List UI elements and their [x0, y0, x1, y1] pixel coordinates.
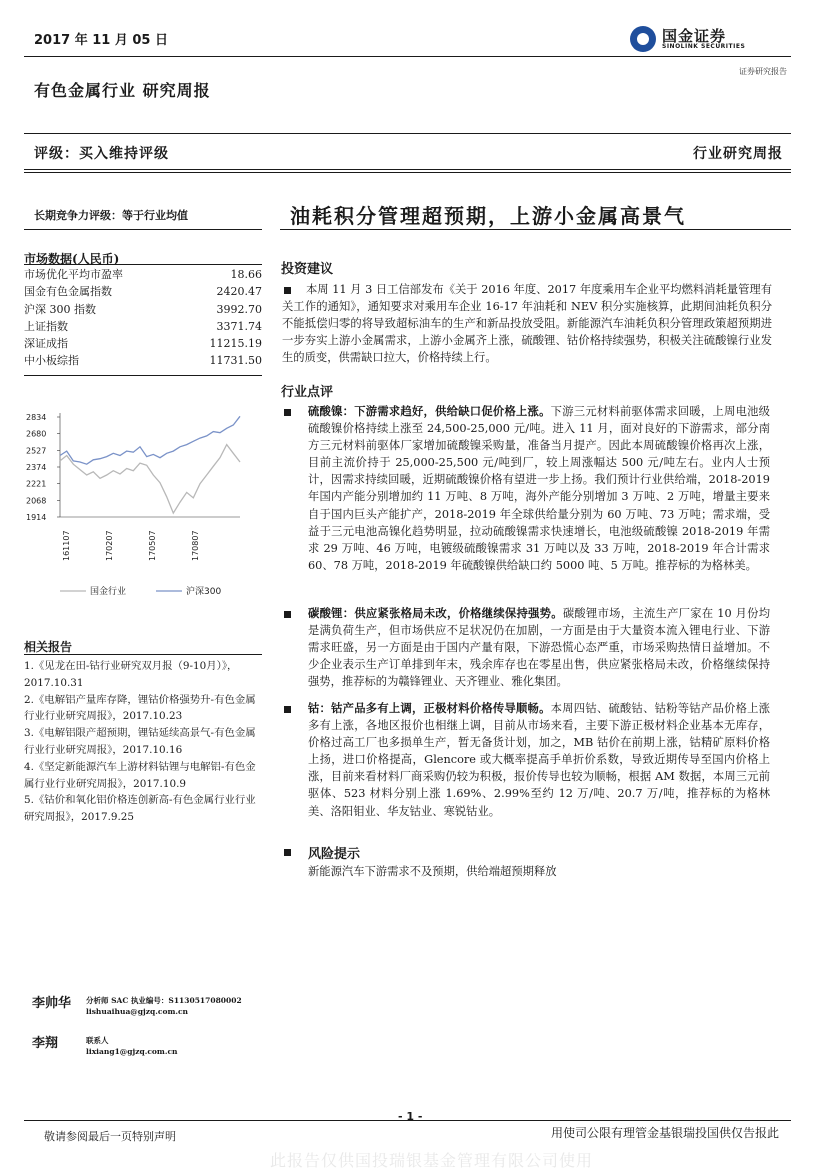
- rating: 评级：买入维持评级: [34, 146, 169, 162]
- legend-label: 国金行业: [90, 587, 127, 597]
- rating-top-rule: [24, 133, 791, 134]
- contact-email[interactable]: lixiang1@gjzq.com.cn: [86, 1047, 178, 1056]
- bullet-icon: [284, 611, 291, 618]
- y-tick-label: 2374: [26, 463, 47, 472]
- y-tick-label: 2221: [26, 479, 47, 489]
- footer-notice: 用使司公限有理管金基银瑞投国供仅告报此: [550, 1126, 779, 1140]
- bullet-icon: [284, 849, 291, 856]
- cobalt-text: 本周四钴、硫酸钴、钴粉等钴产品价格上涨多有上涨，各地区报价也相继上调，目前从市场来看，主要下游正极材料企业基本无库存，价格过高工厂也多损单生产，暂无备货计划，加之，MB 钴价在前期上涨，钴精矿原料价格上扬，进口价格提高，Glencore 或大概率提高手单折价系数，导致近期传导至国内价格上涨，目前来看材料厂商采购仍较为积极，报价传导也较为顺畅，根据 AM 数据，本周三元前驱体、523 材料分别上涨 1.69%、2.99%至约 12 万/吨、20.7 万/吨，推荐标的为格林美、洛阳钼业、华友钴业、寒锐钴业。: [308, 702, 770, 818]
- analyst-name: 李帅华: [32, 996, 72, 1011]
- headline: 油耗积分管理超预期，上游小金属高景气: [290, 204, 686, 228]
- y-tick-label: 2680: [26, 429, 47, 439]
- related-item[interactable]: 3.《电解铝限产超预期，锂钴延续高景气-有色金属行业行业研究周报》，2017.10.16: [24, 727, 256, 756]
- x-tick-label: 170207: [105, 530, 114, 561]
- index-chart: [24, 405, 264, 605]
- comment-title: 行业点评: [281, 385, 334, 400]
- x-tick-label: 170507: [148, 530, 157, 561]
- market-row: 沪深 300 指数 3992.70: [24, 302, 262, 316]
- footer-disclaimer: 敬请参阅最后一页特别声明: [44, 1130, 176, 1143]
- footer-divider: [24, 1120, 791, 1121]
- market-divider: [24, 264, 262, 265]
- legend-label: 沪深300: [186, 587, 222, 597]
- lithium-paragraph: [308, 605, 770, 690]
- x-tick-label: 170807: [191, 530, 200, 561]
- report-date: 2017 年 11 月 05 日: [34, 33, 168, 48]
- y-tick-label: 2068: [26, 496, 47, 506]
- advice-title: 投资建议: [281, 262, 334, 277]
- lithium-text: 碳酸锂市场，主流生产厂家在 10 月份均是满负荷生产，但市场供应不足状况仍在加剧，一方面是由于大量资本流入锂电行业、下游需求旺盛，另一方面是由于国内产量有限，下游恐慌心态严重，市场采购热情日益增加。不少企业表示生产订单排到年末，残余库存也在零星出售，供应紧张格局未改，价格继续保持强势，推荐标的为赣锋锂业、天齐锂业、雅化集团。: [308, 607, 770, 689]
- logo-icon: [630, 26, 656, 52]
- market-row: 深证成指 11215.19: [24, 337, 262, 351]
- rating-bottom-rule: [24, 169, 791, 170]
- company-logo: [630, 24, 750, 54]
- related-list: [24, 658, 264, 826]
- market-row: 国金有色金属指数 2420.47: [24, 285, 262, 299]
- risk-text: 新能源汽车下游需求不及预期，供给端超预期释放: [308, 865, 557, 878]
- lithium-heading: 碳酸锂：供应紧张格局未改，价格继续保持强势。: [308, 606, 563, 620]
- related-item[interactable]: 4.《坚定新能源汽车上游材料钴锂与电解铝-有色金属行业行业研究周报》，2017.10.9: [24, 760, 256, 790]
- report-tag: 证券研究报告: [739, 67, 787, 76]
- related-item[interactable]: 1.《见龙在田-钴行业研究双月报（9-10月）》，2017.10.31: [24, 660, 238, 689]
- header-divider: [24, 56, 791, 57]
- nickel-heading: 硫酸镍：下游需求趋好，供给缺口促价格上涨。: [308, 404, 551, 418]
- report-type: 行业研究周报: [693, 146, 783, 162]
- bullet-icon: [284, 706, 291, 713]
- series-line-csi300: [60, 416, 240, 464]
- nickel-text: 下游三元材料前驱体需求回暖，上周电池级硫酸镍价格持续上涨至 24,500-25,000 元/吨。进入 11 月，面对良好的下游需求，部分南方三元材料前驱体厂家增加硫酸镍采购量，准备当月提产。因此本周硫酸镍价格再次上涨，目前主流价持于 25,000-25,500 元/吨到厂，较上周涨幅达 500 元/吨左右。业内人士预计，因需求持续回暖，近期硫酸镍价格有望进一步上扬。我们预计行业供给端，2018-2019 年国内产能分别增加约 11 万吨、8 万吨，海外产能分别增加 3 万吨、2 万吨，增量主要来自于国内巨头产能扩产，2018-2019 年全球供给量分别为 60 万吨、73 万吨；需求端，受益于三元电池高镍化趋势明显，拉动硫酸镍需求快速增长，电池级硫酸镍 2018-2019 年需求 29 万吨、46 万吨，电镀级硫酸镍需求 31 万吨以及 33 万吨，2018-2019 年合计需求 60、78 万吨，2018-2019 年硫酸镍供给缺口约 5000 吨、5 万吨。推荐标的为格林美。: [308, 405, 770, 572]
- market-row: 中小板综指 11731.50: [24, 354, 262, 368]
- watermark: 此报告仅供国投瑞银基金管理有限公司使用: [270, 1151, 594, 1170]
- related-item[interactable]: 5.《钴价和氧化铝价格连创新高-有色金属行业行业研究周报》，2017.9.25: [24, 794, 256, 824]
- advice-text: 本周 11 月 3 日工信部发布《关于 2016 年度、2017 年度乘用车企业平均燃料消耗量管理有关工作的通知》，通知要求对乘用车企业 16-17 年油耗和 NEV 积分实施核算，此期间油耗负积分不能抵偿归零的将导致超标油车的生产和新品投放受阻。新能源汽车油耗负积分管理政策超预期进一步夯实上游小金属需求，上游小金属齐上涨，硫酸锂、钴价格持续强势，积极关注硫酸镍行业发生的质变，供需缺口拉大，价格持续上行。: [282, 283, 772, 365]
- nickel-paragraph: [308, 403, 770, 574]
- contact-name: 李翔: [32, 1036, 59, 1051]
- industry-title: 有色金属行业 研究周报: [34, 81, 211, 100]
- market-row: 市场优化平均市盈率 18.66: [24, 268, 262, 281]
- related-title: 相关报告: [24, 640, 73, 654]
- market-table: [24, 266, 262, 370]
- related-divider: [24, 654, 262, 655]
- bullet-icon: [284, 409, 291, 416]
- left-divider: [24, 229, 262, 230]
- risk-title: 风险提示: [308, 847, 361, 862]
- cobalt-heading: 钴：钴产品多有上调，正极材料价格传导顺畅。: [308, 701, 551, 715]
- logo-en-text: SINOLINK SECURITIES: [662, 43, 746, 50]
- headline-divider: [280, 229, 791, 230]
- contact-details: 联系人 lixiang1@gjzq.com.cn: [86, 1036, 178, 1056]
- rating-bottom-rule-2: [24, 172, 791, 173]
- long-competitiveness: 长期竞争力评级：等于行业均值: [34, 209, 188, 222]
- market-row: 上证指数 3371.74: [24, 319, 262, 333]
- x-tick-label: 161107: [62, 530, 71, 561]
- analyst-details: 分析师 SAC 执业编号：S1130517080002 lishuaihua@gjzq.com.cn: [86, 996, 242, 1016]
- market-title: 市场数据(人民币): [24, 252, 120, 266]
- cobalt-paragraph: [308, 700, 770, 820]
- y-tick-label: 2834: [26, 413, 47, 422]
- y-tick-label: 1914: [26, 513, 47, 522]
- market-bottom-rule: [24, 375, 262, 376]
- analyst-email[interactable]: lishuaihua@gjzq.com.cn: [86, 1007, 189, 1016]
- page-number: - 1 -: [398, 1110, 423, 1123]
- logo-cn-text: 国金证券: [662, 27, 727, 45]
- y-tick-label: 2527: [26, 446, 47, 456]
- related-item[interactable]: 2.《电解铝产量库存降，锂钴价格强势升-有色金属行业行业研究周报》，2017.10.23: [24, 693, 256, 723]
